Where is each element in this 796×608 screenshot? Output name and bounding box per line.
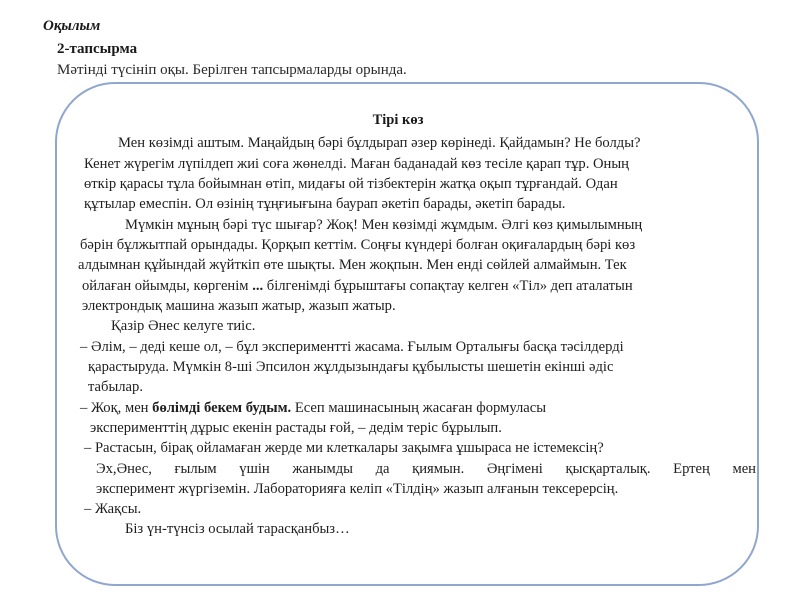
section-heading: Оқылым (43, 18, 101, 34)
text-line: эксперимент жүргіземін. Лабораторияға келіп «Тілдің» жазып алғанын тексерерсің. (96, 481, 619, 497)
text-segment: білгенімді бұрыштағы сопақтау келген «Тіл» деп аталатын (266, 278, 633, 294)
text-line (82, 279, 633, 294)
text-bold-segment: бөлімді бекем будым. (152, 400, 292, 416)
text-line: құтылар емеспін. Ол өзінің тұңғиығына баурап әкетіп барады, әкетіп барады. (84, 196, 566, 212)
text-segment: – Жоқ, мен (80, 400, 153, 416)
text-line: қарастыруда. Мүмкін 8-ші Эпсилон жұлдызындағы құбылысты шешетін екінші әдіс (88, 359, 614, 375)
text-line: – Әлім, – деді кеше ол, – бұл экспериментті жасама. Ғылым Орталығы басқа тәсілдерді (80, 339, 624, 355)
text-line: табылар. (88, 379, 143, 395)
text-line: Мүмкін мұның бәрі түс шығар? Жоқ! Мен көзімді жұмдым. Әлгі көз қимылымның (125, 217, 643, 233)
text-line: – Растасын, бірақ ойламаған жерде ми клеткалары зақымға ұшыраса не істемексің? (84, 440, 604, 456)
text-line: бәрін бұлжытпай орындады. Қорқып кеттім. Соңғы күндері болған оқиғалардың бәрі көз (80, 237, 636, 253)
text-segment: ойлаған ойымды, көргенім (82, 278, 249, 294)
text-line: электрондық машина жазып жатыр, жазып жатыр. (82, 298, 396, 314)
text-line: Эх,Әнес, ғылым үшін жанымды да қиямын. Әңгімені қысқарталық. Ертең мен (96, 461, 756, 477)
text-line (80, 401, 546, 416)
text-line: Кенет жүрегім лүпілдеп жиі соға жөнелді. Маған баданадай көз тесіле қарап тұр. Оның (84, 156, 629, 172)
text-title: Тірі көз (372, 112, 424, 128)
text-line: Мен көзімді аштым. Маңайдың бәрі бұлдырап әзер көрінеді. Қайдамын? Не болды? (118, 135, 641, 151)
task-instruction: Мәтінді түсініп оқы. Берілген тапсырмаларды орында. (57, 62, 407, 78)
text-line: өткір қарасы тұла бойымнан өтіп, мидағы ой тізбектерін жатқа оқып тұрғандай. Одан (84, 176, 618, 192)
task-number: 2-тапсырма (57, 41, 138, 57)
text-line: алдымнан құйындай жүйткіп өте шықты. Мен жоқпын. Мен енді сөйлей алмаймын. Тек (78, 257, 627, 273)
text-line: эксперименттің дұрыс екенін растады ғой, – дедім теріс бұрылып. (90, 420, 502, 436)
text-line: Біз үн-түнсіз осылай тарасқанбыз… (125, 521, 350, 537)
text-line: Қазір Әнес келуге тиіс. (111, 318, 256, 334)
ellipsis-bold: ... (252, 278, 267, 294)
text-line: – Жақсы. (84, 501, 142, 517)
text-segment: Есеп машинасының жасаған формуласы (291, 400, 547, 416)
